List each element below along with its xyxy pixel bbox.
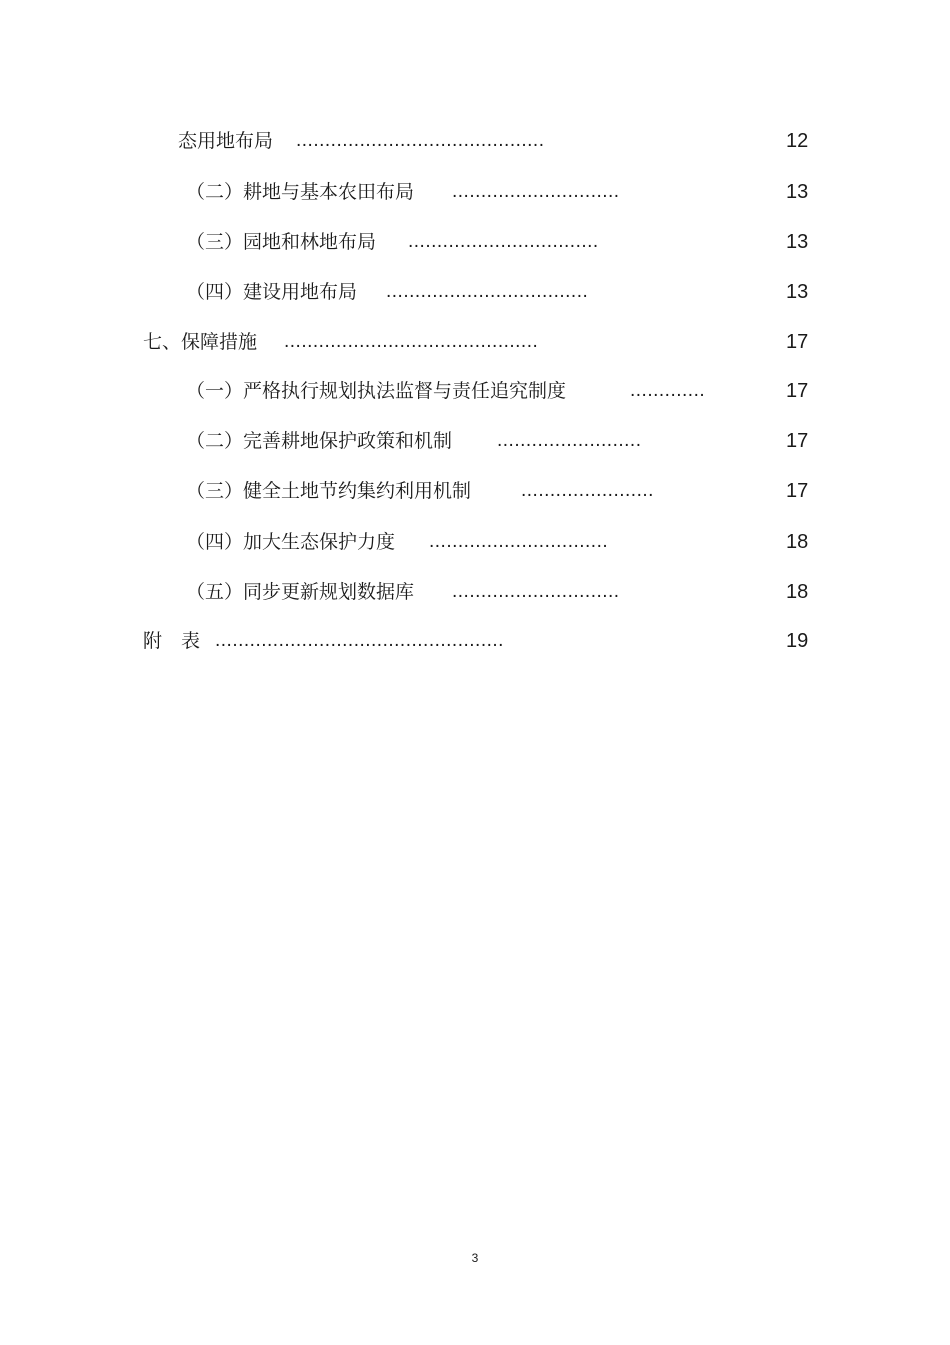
- toc-entry-title: （三）健全土地节约集约利用机制: [186, 480, 472, 502]
- toc-entry-title: （四）加大生态保护力度: [186, 531, 396, 553]
- toc-entry-title: （四）建设用地布局: [186, 281, 358, 303]
- toc-entry-leader: ...........................................: [296, 130, 545, 151]
- toc-entry-title: （二）完善耕地保护政策和机制: [186, 430, 453, 452]
- toc-entry-leader: .............................: [452, 181, 620, 202]
- toc-entry[interactable]: [186, 527, 818, 557]
- toc-entry-leader: ...............................: [429, 531, 609, 552]
- toc-entry-page: 18: [786, 531, 809, 553]
- toc-entry[interactable]: [143, 626, 818, 656]
- toc-entry-leader: ..................................................: [215, 630, 504, 651]
- toc-entry[interactable]: [186, 476, 818, 506]
- toc-entry-page: 13: [786, 281, 809, 303]
- toc-entry-page: 13: [786, 231, 809, 253]
- toc-entry-page: 13: [786, 181, 809, 203]
- toc-entry[interactable]: [186, 376, 818, 406]
- toc-entry-title: 态用地布局: [178, 130, 274, 152]
- page-number: 3: [471, 1251, 479, 1265]
- toc-entry-leader: ............................................: [284, 331, 539, 352]
- toc-entry-title: 附 表: [143, 630, 201, 652]
- toc-entry-leader: .........................: [497, 430, 642, 451]
- toc-entry-title: 七、保障措施: [143, 331, 258, 353]
- toc-entry-page: 19: [786, 630, 809, 652]
- toc-entry-title: （五）同步更新规划数据库: [186, 581, 415, 603]
- toc-entry-leader: .................................: [408, 231, 599, 252]
- toc-entry[interactable]: [186, 426, 818, 456]
- toc-entry-page: 17: [786, 331, 809, 353]
- toc-entry[interactable]: [143, 327, 818, 357]
- toc-entry-page: 17: [786, 380, 809, 402]
- toc-entry[interactable]: [186, 577, 818, 607]
- toc-entry-leader: .............................: [452, 581, 620, 602]
- toc-entry-title: （一）严格执行规划执法监督与责任追究制度: [186, 380, 567, 402]
- toc-entry-leader: .......................: [521, 480, 654, 501]
- toc-entry[interactable]: [186, 177, 818, 207]
- toc-entry-page: 12: [786, 130, 809, 152]
- toc-entry-page: 18: [786, 581, 809, 603]
- toc-entry[interactable]: [186, 227, 818, 257]
- toc-entry[interactable]: [186, 277, 818, 307]
- toc-entry-title: （二）耕地与基本农田布局: [186, 181, 415, 203]
- toc-entry-page: 17: [786, 480, 809, 502]
- toc-entry-leader: ...................................: [386, 281, 589, 302]
- toc-entry-page: 17: [786, 430, 809, 452]
- toc-entry-leader: .............: [630, 380, 706, 401]
- toc-entry[interactable]: [178, 126, 818, 156]
- toc-entry-title: （三）园地和林地布局: [186, 231, 377, 253]
